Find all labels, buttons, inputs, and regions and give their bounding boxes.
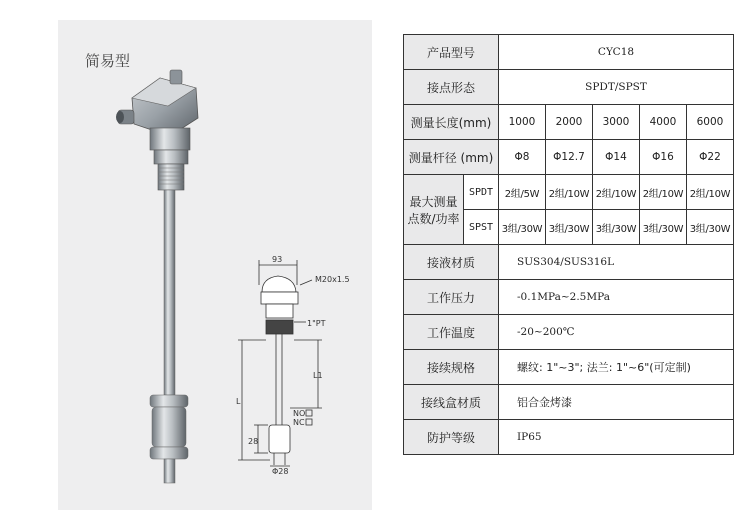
- spdt-3: 2组/10W: [593, 175, 640, 210]
- rod-label: 测量杆径 (mm): [404, 140, 499, 175]
- ip-value: IP65: [499, 420, 734, 455]
- dim-float-height: 28: [248, 437, 259, 446]
- length-6000: 6000: [687, 105, 734, 140]
- row-protection: [404, 420, 734, 455]
- length-4000: 4000: [640, 105, 687, 140]
- rod-3: Φ14: [593, 140, 640, 175]
- spdt-1: 2组/5W: [499, 175, 546, 210]
- dim-pipe-thread: 1"PT: [307, 319, 326, 328]
- box-label: 接线盒材质: [404, 385, 499, 420]
- row-model: [404, 35, 734, 70]
- max-label-line1: 最大测量: [409, 194, 458, 209]
- junction-box: [116, 70, 198, 150]
- spdt-4: 2组/10W: [640, 175, 687, 210]
- conn-label: 接续规格: [404, 350, 499, 385]
- material-value: SUS304/SUS316L: [499, 245, 734, 280]
- length-2000: 2000: [546, 105, 593, 140]
- row-box-material: [404, 385, 734, 420]
- row-connection: [404, 350, 734, 385]
- spst-4: 3组/30W: [640, 210, 687, 245]
- spdt-5: 2组/10W: [687, 175, 734, 210]
- label-no: NO: [293, 409, 306, 418]
- spdt-label: SPDT: [464, 175, 499, 210]
- temp-label: 工作温度: [404, 315, 499, 350]
- row-length: [404, 105, 734, 140]
- rod-5: Φ22: [687, 140, 734, 175]
- contact-label: 接点形态: [404, 70, 499, 105]
- panel-title: 简易型: [85, 52, 131, 70]
- pressure-label: 工作压力: [404, 280, 499, 315]
- row-spdt: [404, 175, 734, 210]
- ip-label: 防护等级: [404, 420, 499, 455]
- conn-value: 螺纹: 1"~3"; 法兰: 1"~6"(可定制): [499, 350, 734, 385]
- float-ball: [150, 395, 188, 483]
- row-material: [404, 245, 734, 280]
- pressure-value: -0.1MPa~2.5MPa: [499, 280, 734, 315]
- temp-value: -20~200℃: [499, 315, 734, 350]
- row-rod: [404, 140, 734, 175]
- dim-float-diameter: Φ28: [272, 467, 289, 476]
- rod-2: Φ12.7: [546, 140, 593, 175]
- label-nc: NC: [293, 418, 305, 427]
- dim-L1: L1: [313, 371, 323, 380]
- spst-label: SPST: [464, 210, 499, 245]
- model-value: CYC18: [499, 35, 734, 70]
- dim-thread: M20x1.5: [315, 275, 350, 284]
- row-contact: [404, 70, 734, 105]
- contact-value: SPDT/SPST: [499, 70, 734, 105]
- spec-table: [403, 34, 734, 455]
- dim-width: 93: [272, 255, 283, 264]
- material-label: 接液材质: [404, 245, 499, 280]
- thread-fitting: [154, 150, 188, 190]
- spst-3: 3组/30W: [593, 210, 640, 245]
- model-label: 产品型号: [404, 35, 499, 70]
- length-label: 测量长度(mm): [404, 105, 499, 140]
- rod-1: Φ8: [499, 140, 546, 175]
- length-3000: 3000: [593, 105, 640, 140]
- length-1000: 1000: [499, 105, 546, 140]
- row-temperature: [404, 315, 734, 350]
- spst-5: 3组/30W: [687, 210, 734, 245]
- spst-1: 3组/30W: [499, 210, 546, 245]
- rod-4: Φ16: [640, 140, 687, 175]
- dim-L: L: [236, 397, 241, 406]
- max-label-line2: 点数/功率: [407, 211, 460, 226]
- max-points-label: [404, 175, 464, 245]
- box-value: 铝合金烤漆: [499, 385, 734, 420]
- measuring-rod: [164, 190, 175, 395]
- row-pressure: [404, 280, 734, 315]
- spdt-2: 2组/10W: [546, 175, 593, 210]
- spst-2: 3组/30W: [546, 210, 593, 245]
- dimension-drawing: [238, 260, 322, 466]
